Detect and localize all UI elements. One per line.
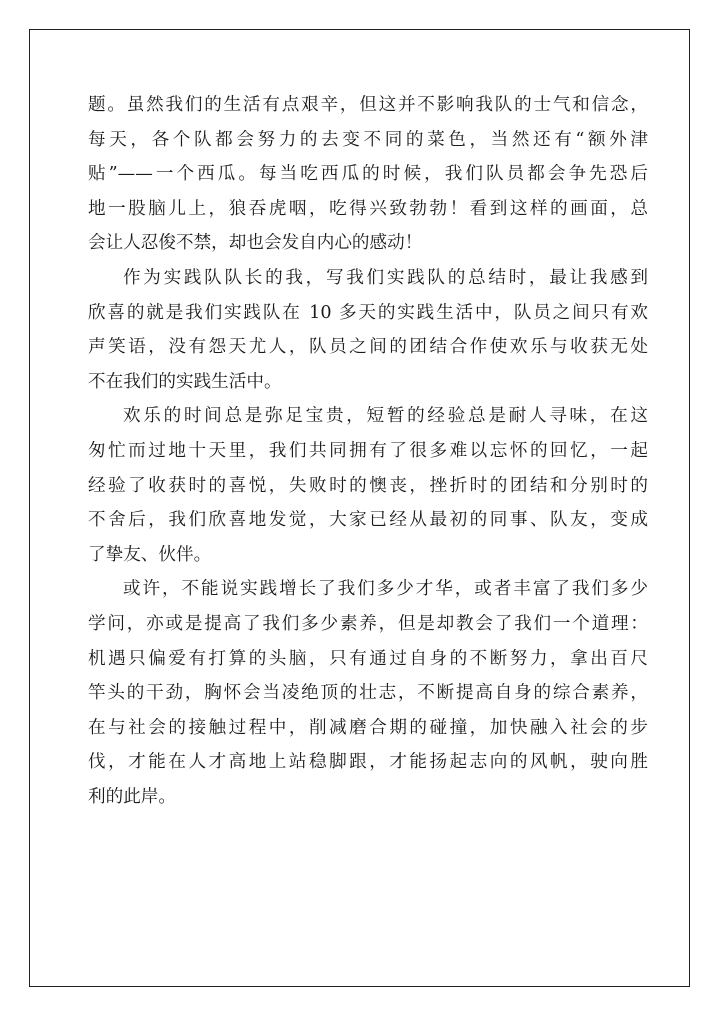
text-line: 贴”——一个西瓜。每当吃西瓜的时候，我们队员都会争先恐后 (88, 164, 648, 185)
text-line: 每天，各个队都会努力的去变不同的菜色，当然还有“额外津 (88, 129, 648, 150)
text-line: 匆忙而过地十天里，我们共同拥有了很多难以忘怀的回忆，一起 (88, 440, 648, 461)
text-line: 作为实践队队长的我，写我们实践队的总结时，最让我感到 (123, 267, 648, 288)
text-line: 经验了收获时的喜悦，失败时的懊丧，挫折时的团结和分别时的 (88, 475, 648, 496)
text-line: 了挚友、伙伴。 (88, 544, 212, 565)
document-body (88, 88, 648, 814)
text-line: 不舍后，我们欣喜地发觉，大家已经从最初的同事、队友，变成 (88, 510, 648, 531)
text-line: 或许，不能说实践增长了我们多少才华，或者丰富了我们多少 (123, 579, 648, 600)
text-line: 机遇只偏爱有打算的头脑，只有通过自身的不断努力，拿出百尺 (88, 648, 648, 669)
paragraph-3 (88, 399, 648, 572)
text-line: 竿头的干劲，胸怀会当凌绝顶的壮志，不断提高自身的综合素养， (88, 683, 648, 704)
text-line: 利的此岸。 (88, 786, 176, 807)
text-line: 在与社会的接触过程中，削减磨合期的碰撞，加快融入社会的步 (88, 717, 648, 738)
paragraph-1 (88, 88, 648, 261)
text-line: 题。虽然我们的生活有点艰辛，但这并不影响我队的士气和信念， (88, 95, 648, 115)
text-line: 声笑语，没有怨天尤人，队员之间的团结合作使欢乐与收获无处 (88, 337, 648, 358)
text-line: 不在我们的实践生活中。 (88, 371, 282, 392)
text-line: 伐，才能在人才高地上站稳脚跟，才能扬起志向的风帆，驶向胜 (88, 752, 648, 773)
text-line: 欢乐的时间总是弥足宝贵，短暂的经验总是耐人寻味，在这 (123, 406, 648, 427)
paragraph-4 (88, 572, 648, 814)
text-line: 欣喜的就是我们实践队在 10 多天的实践生活中，队员之间只有欢 (88, 302, 648, 323)
paragraph-2 (88, 261, 648, 399)
text-line: 会让人忍俊不禁，却也会发自内心的感动！ (88, 233, 423, 254)
text-line: 地一股脑儿上，狼吞虎咽，吃得兴致勃勃！看到这样的画面，总 (88, 198, 648, 219)
text-line: 学问，亦或是提高了我们多少素养，但是却教会了我们一个道理： (88, 613, 648, 634)
